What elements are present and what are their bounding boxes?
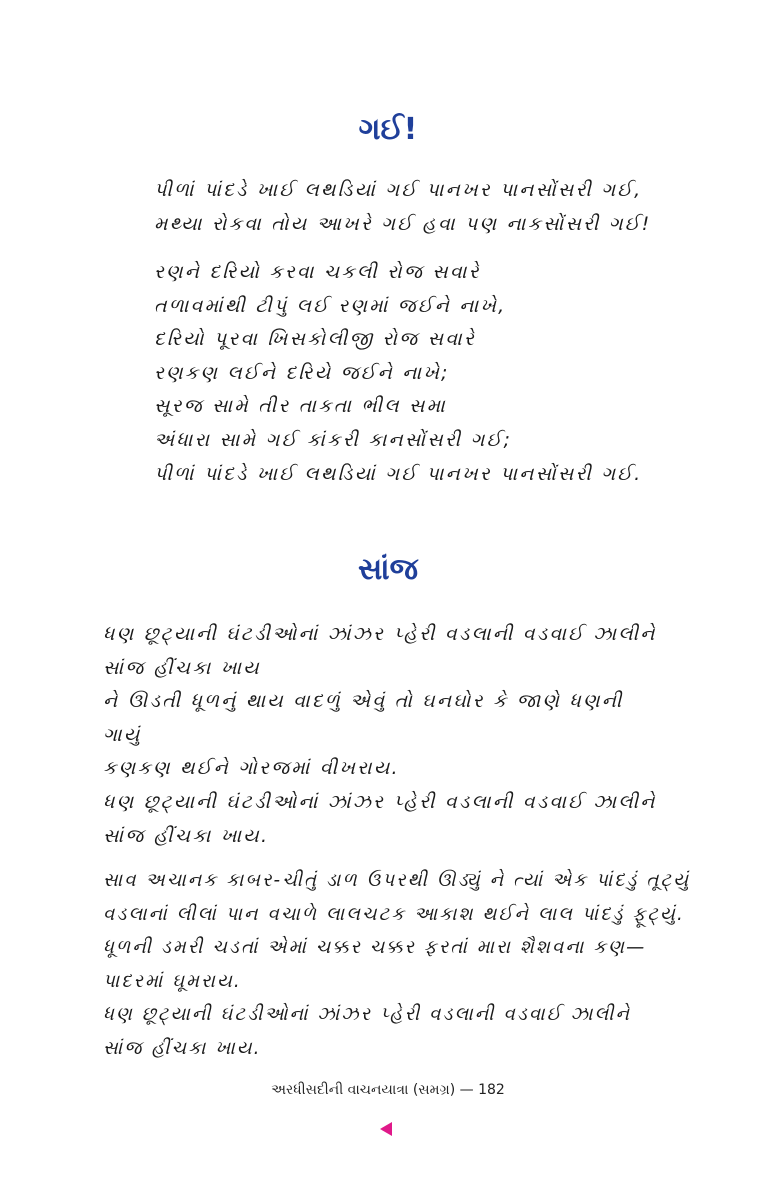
poem-line: અંધારા સામે ગઈ કાંકરી કાનસોંસરી ગઈ; — [154, 428, 513, 451]
poem-sanj-stanza-2 — [103, 864, 718, 1066]
poem-line: વડલાનાં લીલાં પાન વચાળે લાલચટક આકાશ થઈને લાલ પાંદડું ફૂટ્યું. — [103, 902, 685, 925]
poem-line: ગાયું — [103, 723, 142, 746]
poem-line: ને ઊડતી ધૂળનું થાય વાદળું એવું તો ઘનઘોર કે જાણે ધણની — [103, 690, 624, 713]
poem-line: રણને દરિયો કરવા ચકલી રોજ સવારે — [154, 261, 481, 283]
poem-line: સાંજ હીંચકા ખાય — [103, 656, 261, 679]
poem-line: પીળાં પાંદડે ખાઈ લથડિયાં ગઈ પાનખર પાનસોંસરી ગઈ, — [154, 179, 643, 201]
poem-line: ધણ છૂટ્યાની ઘંટડીઓનાં ઝાંઝર પ્હેરી વડલાની વડવાઈ ઝાલીને — [103, 623, 657, 645]
poem-line: ધૂળની ડમરી ચડતાં એમાં ચક્કર ચક્કર ફરતાં મારા શૈશવના કણ— — [103, 936, 647, 959]
poem-line: મથ્યા રોકવા તોય આખરે ગઈ હવા પણ નાકસોંસરી ગઈ! — [154, 212, 652, 235]
poem-sanj-stanza-1 — [103, 618, 657, 853]
poem-gai-stanza-1 — [154, 174, 652, 241]
page-footer: અરધીસદીની વાચનયાત્રા (સમગ્ર) — 182 — [271, 1082, 505, 1098]
poem-line: સાવ અચાનક કાબર-ચીતું ડાળ ઉપરથી ઊડ્યું ને ત્યાં એક પાંદડું તૂટ્યું — [103, 869, 691, 891]
poem-title-sanj: સાંજ — [357, 552, 419, 587]
poem-line: દરિયો પૂરવા ખિસકોલીજી રોજ સવારે — [154, 328, 476, 351]
poem-line: પાદરમાં ઘૂમરાય. — [103, 969, 242, 992]
poem-line: રણકણ લઈને દરિયે જઈને નાખે; — [154, 361, 450, 384]
poem-line: ધણ છૂટ્યાની ઘંટડીઓનાં ઝાંઝર પ્હેરી વડલાની વડવાઈ ઝાલીને — [103, 790, 657, 813]
poem-line: સાંજ હીંચકા ખાય. — [103, 824, 270, 847]
poem-line: કણકણ થઈને ગોરજમાં વીખરાય. — [103, 757, 400, 780]
poem-line: પીળાં પાંદડે ખાઈ લથડિયાં ગઈ પાનખર પાનસોંસરી ગઈ. — [154, 462, 643, 485]
poem-line: સાંજ હીંચકા ખાય. — [103, 1036, 262, 1059]
poem-line: તળાવમાંથી ટીપું લઈ રણમાં જઈને નાખે, — [154, 294, 507, 317]
poem-line: ધણ છૂટ્યાની ઘંટડીઓનાં ઝાંઝર પ્હેરી વડલાની વડવાઈ ઝાલીને — [103, 1003, 632, 1026]
poem-title-gai: ગઈ! — [358, 112, 418, 147]
triangle-left-icon[interactable] — [380, 1122, 392, 1136]
poem-gai-stanza-2 — [154, 256, 642, 491]
poem-line: સૂરજ સામે તીર તાકતા ભીલ સમા — [154, 395, 447, 418]
